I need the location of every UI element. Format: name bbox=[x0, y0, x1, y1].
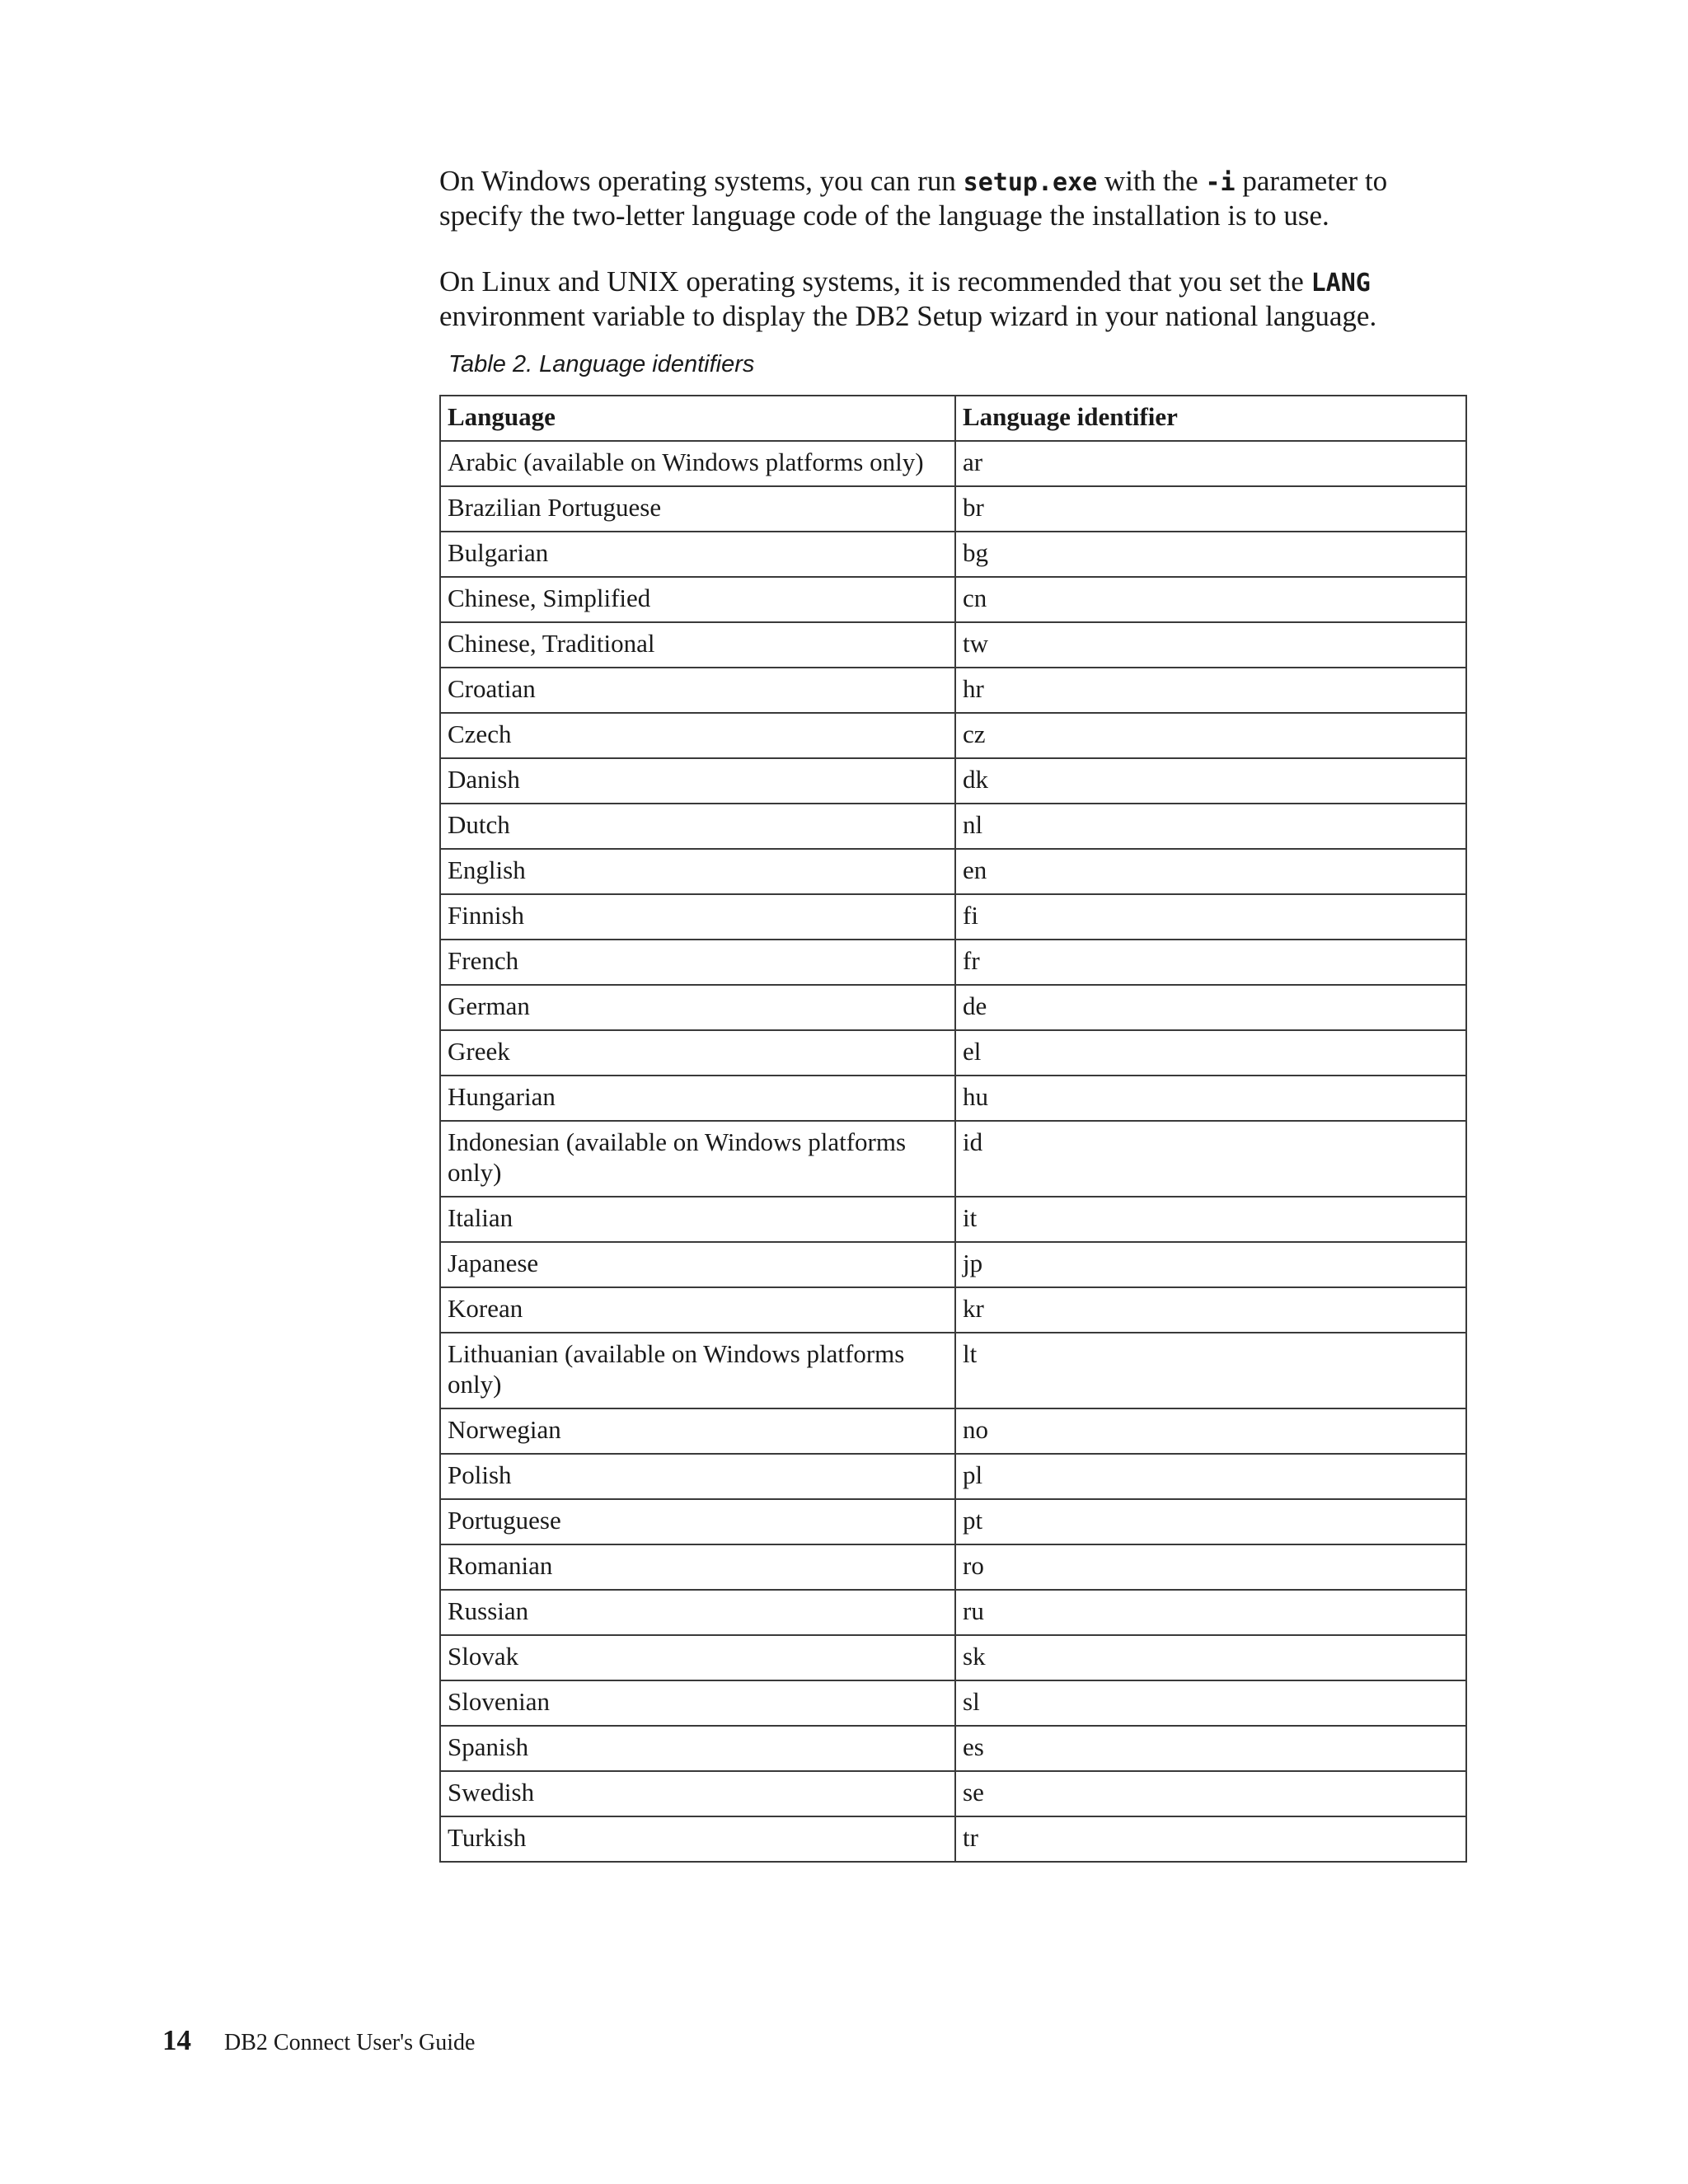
page-footer bbox=[162, 2024, 475, 2065]
table-row bbox=[440, 668, 1466, 713]
language-name-cell: Greek bbox=[440, 1030, 955, 1076]
table-row bbox=[440, 758, 1466, 804]
table-row bbox=[440, 1454, 1466, 1499]
language-name-cell: Romanian bbox=[440, 1544, 955, 1590]
table-row bbox=[440, 985, 1466, 1030]
language-name-cell: English bbox=[440, 849, 955, 894]
language-identifier-cell: hu bbox=[955, 1076, 1466, 1121]
paragraph-text: On Linux and UNIX operating systems, it is recommended that you set the bbox=[439, 265, 1311, 298]
table-row bbox=[440, 1635, 1466, 1680]
language-identifier-cell: id bbox=[955, 1121, 1466, 1197]
language-name-cell: French bbox=[440, 940, 955, 985]
language-name-cell: Swedish bbox=[440, 1771, 955, 1816]
language-identifier-cell: ro bbox=[955, 1544, 1466, 1590]
table-row bbox=[440, 1287, 1466, 1333]
table-row bbox=[440, 1544, 1466, 1590]
language-identifier-cell: dk bbox=[955, 758, 1466, 804]
language-name-cell: German bbox=[440, 985, 955, 1030]
language-name-cell: Arabic (available on Windows platforms only) bbox=[440, 441, 955, 486]
table-row bbox=[440, 441, 1466, 486]
language-identifier-cell: en bbox=[955, 849, 1466, 894]
language-name-cell: Slovak bbox=[440, 1635, 955, 1680]
table-row bbox=[440, 1242, 1466, 1287]
table-row bbox=[440, 804, 1466, 849]
language-name-cell: Bulgarian bbox=[440, 532, 955, 577]
language-identifier-cell: tr bbox=[955, 1816, 1466, 1862]
table-row bbox=[440, 1590, 1466, 1635]
table-row bbox=[440, 1499, 1466, 1544]
language-name-cell: Korean bbox=[440, 1287, 955, 1333]
language-identifier-cell: lt bbox=[955, 1333, 1466, 1408]
book-title: DB2 Connect User's Guide bbox=[224, 2030, 476, 2055]
language-identifier-cell: ar bbox=[955, 441, 1466, 486]
language-identifier-cell: fr bbox=[955, 940, 1466, 985]
language-identifier-cell: el bbox=[955, 1030, 1466, 1076]
paragraph-text: environment variable to display the DB2 Setup wizard in your national language. bbox=[439, 300, 1377, 332]
language-name-cell: Italian bbox=[440, 1197, 955, 1242]
language-identifier-cell: tw bbox=[955, 622, 1466, 668]
table-row bbox=[440, 1408, 1466, 1454]
language-name-cell: Hungarian bbox=[440, 1076, 955, 1121]
table-header-row bbox=[440, 396, 1466, 441]
table-row bbox=[440, 1197, 1466, 1242]
table-row bbox=[440, 1771, 1466, 1816]
language-identifier-cell: cz bbox=[955, 713, 1466, 758]
language-name-cell: Norwegian bbox=[440, 1408, 955, 1454]
code-lang-variable: LANG bbox=[1311, 269, 1371, 298]
paragraph-text: On Windows operating systems, you can run bbox=[439, 165, 964, 197]
language-identifier-cell: pl bbox=[955, 1454, 1466, 1499]
language-name-cell: Chinese, Simplified bbox=[440, 577, 955, 622]
language-name-cell: Finnish bbox=[440, 894, 955, 940]
table-row bbox=[440, 1076, 1466, 1121]
language-name-cell: Portuguese bbox=[440, 1499, 955, 1544]
table-row bbox=[440, 1680, 1466, 1726]
table-row bbox=[440, 1726, 1466, 1771]
language-name-cell: Danish bbox=[440, 758, 955, 804]
header-language-identifier: Language identifier bbox=[955, 396, 1466, 441]
table-row bbox=[440, 1333, 1466, 1408]
language-name-cell: Indonesian (available on Windows platforms only) bbox=[440, 1121, 955, 1197]
language-identifier-cell: se bbox=[955, 1771, 1466, 1816]
language-identifier-cell: bg bbox=[955, 532, 1466, 577]
code-i-parameter: -i bbox=[1205, 168, 1236, 197]
language-identifiers-table bbox=[439, 395, 1467, 1863]
paragraph-text: parameter to specify the two-letter language code of the language the installation is to use. bbox=[439, 165, 1388, 232]
language-identifier-cell: es bbox=[955, 1726, 1466, 1771]
page-number: 14 bbox=[162, 2024, 191, 2056]
language-identifier-cell: hr bbox=[955, 668, 1466, 713]
table-row bbox=[440, 1030, 1466, 1076]
language-identifier-cell: de bbox=[955, 985, 1466, 1030]
table-row bbox=[440, 486, 1466, 532]
language-identifier-cell: jp bbox=[955, 1242, 1466, 1287]
page-content bbox=[439, 165, 1465, 1863]
language-name-cell: Chinese, Traditional bbox=[440, 622, 955, 668]
language-name-cell: Dutch bbox=[440, 804, 955, 849]
header-language: Language bbox=[440, 396, 955, 441]
language-name-cell: Spanish bbox=[440, 1726, 955, 1771]
table-row bbox=[440, 532, 1466, 577]
language-name-cell: Russian bbox=[440, 1590, 955, 1635]
language-identifier-cell: pt bbox=[955, 1499, 1466, 1544]
language-identifier-cell: sl bbox=[955, 1680, 1466, 1726]
table-row bbox=[440, 894, 1466, 940]
paragraph-text: with the bbox=[1097, 165, 1206, 197]
language-identifier-cell: fi bbox=[955, 894, 1466, 940]
language-identifier-cell: it bbox=[955, 1197, 1466, 1242]
language-identifier-cell: sk bbox=[955, 1635, 1466, 1680]
language-name-cell: Slovenian bbox=[440, 1680, 955, 1726]
language-name-cell: Croatian bbox=[440, 668, 955, 713]
table-row bbox=[440, 577, 1466, 622]
language-name-cell: Polish bbox=[440, 1454, 955, 1499]
table-caption: Table 2. Language identifiers bbox=[448, 351, 755, 377]
language-name-cell: Czech bbox=[440, 713, 955, 758]
language-identifier-cell: no bbox=[955, 1408, 1466, 1454]
language-identifier-cell: br bbox=[955, 486, 1466, 532]
table-row bbox=[440, 1816, 1466, 1862]
table-row bbox=[440, 622, 1466, 668]
language-identifier-cell: ru bbox=[955, 1590, 1466, 1635]
language-identifier-cell: nl bbox=[955, 804, 1466, 849]
language-name-cell: Lithuanian (available on Windows platforms only) bbox=[440, 1333, 955, 1408]
table-row bbox=[440, 1121, 1466, 1197]
language-name-cell: Brazilian Portuguese bbox=[440, 486, 955, 532]
language-identifier-cell: cn bbox=[955, 577, 1466, 622]
code-setup-exe: setup.exe bbox=[963, 168, 1098, 197]
paragraph-windows-setup bbox=[439, 165, 1465, 232]
language-name-cell: Japanese bbox=[440, 1242, 955, 1287]
table-body bbox=[440, 441, 1466, 1862]
table-row bbox=[440, 940, 1466, 985]
table-row bbox=[440, 713, 1466, 758]
language-name-cell: Turkish bbox=[440, 1816, 955, 1862]
paragraph-linux-unix-lang bbox=[439, 265, 1465, 333]
table-row bbox=[440, 849, 1466, 894]
language-identifier-cell: kr bbox=[955, 1287, 1466, 1333]
